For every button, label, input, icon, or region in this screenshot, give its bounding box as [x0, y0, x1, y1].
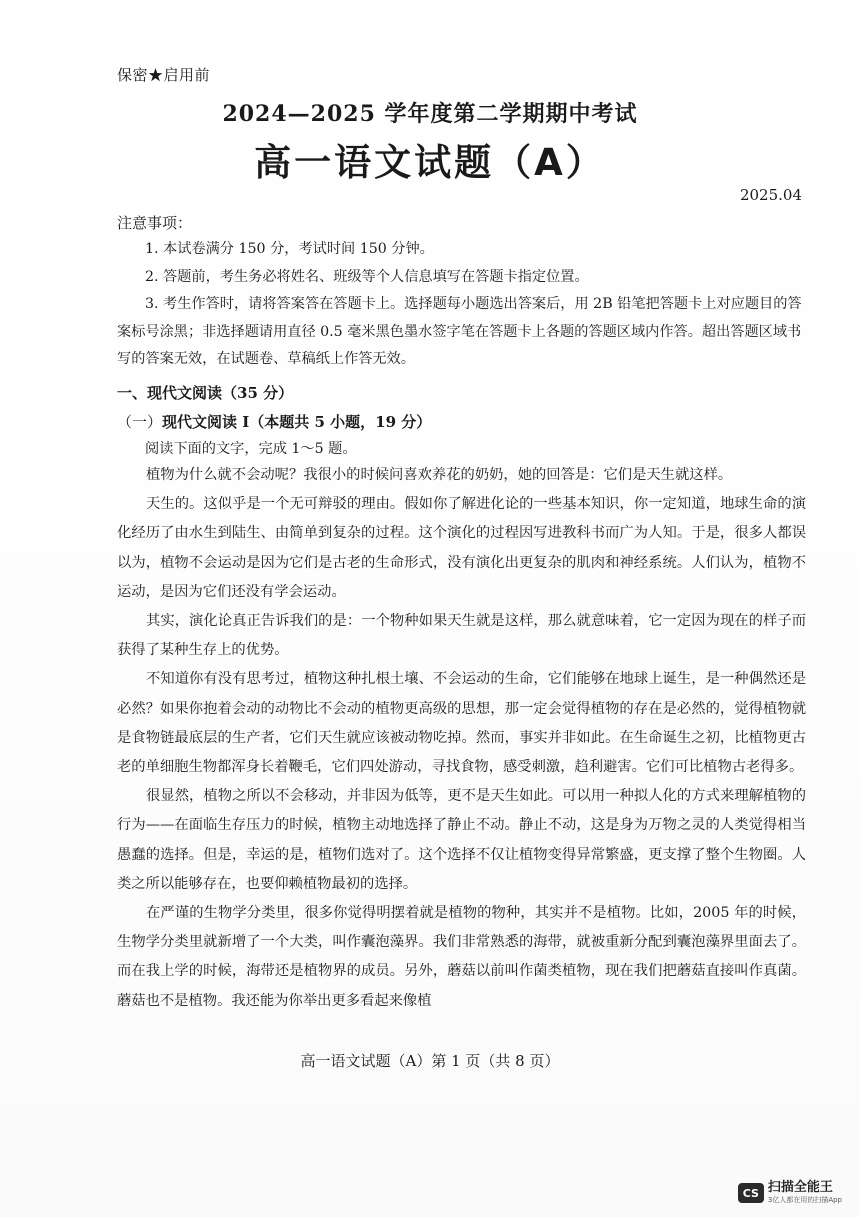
camscanner-logo-icon: CS [738, 1183, 764, 1203]
notice-item: 3. 考生作答时，请将答案答在答题卡上。选择题每小题选出答案后，用 2B 铅笔把答题卡上对应题目的答案标号涂黑；非选择题请用直径 0.5 毫米黑色墨水签字笔在答题卡上各题的答题区域内作答。超出答题区域书写的答案无效，在试题卷、草稿纸上作答无效。 [117, 296, 802, 367]
scanner-app-name: 扫描全能王 [767, 1180, 833, 1196]
reading-instruction: 阅读下面的文字，完成 1～5 题。 [145, 441, 357, 457]
notice-item: 2. 答题前，考生务必将姓名、班级等个人信息填写在答题卡指定位置。 [145, 268, 589, 285]
exam-title: 2024—2025 学年度第二学期期中考试 [222, 101, 638, 127]
section-heading: 一、现代文阅读（35 分） [117, 384, 294, 402]
scanner-tagline: 3亿人都在用的扫描App [767, 1196, 842, 1205]
subsection-title: 现代文阅读 I（本题共 5 小题，19 分） [162, 413, 432, 431]
confidential-label: 保密★启用前 [117, 66, 211, 84]
notice-list [117, 236, 805, 374]
subsection-heading [117, 411, 431, 432]
passage-paragraph: 在严谨的生物学分类里，很多你觉得明摆着就是植物的物种，其实并不是植物。比如，2005 年的时候，生物学分类里就新增了一个大类，叫作囊泡藻界。我们非常熟悉的海带，就被重新分配到囊泡藻界里面去了。而在我上学的时候，海带还是植物界的成员。另外，蘑菇以前叫作菌类植物，现在我们把蘑菇直接叫作真菌。蘑菇也不是植物。我还能为你举出更多看起来像植 [117, 905, 806, 1009]
reading-passage [117, 461, 806, 1016]
notice-heading: 注意事项： [117, 214, 193, 232]
notice-item: 1. 本试卷满分 150 分，考试时间 150 分钟。 [145, 241, 434, 257]
passage-paragraph: 很显然，植物之所以不会移动，并非因为低等，更不是天生如此。可以用一种拟人化的方式来理解植物的行为——在面临生存压力的时候，植物主动地选择了静止不动。静止不动，这是身为万物之灵的人类觉得相当愚蠢的选择。但是，幸运的是，植物们选对了。这个选择不仅让植物变得异常繁盛，更支撑了整个生物圈。人类之所以能够存在，也要仰赖植物最初的选择。 [117, 788, 806, 892]
page-footer: 高一语文试题（A）第 1 页（共 8 页） [300, 1052, 560, 1070]
subsection-prefix: （一） [117, 413, 163, 431]
scanner-watermark [738, 1181, 842, 1205]
paper-title: 高一语文试题（A） [254, 141, 606, 184]
passage-paragraph: 天生的。这似乎是一个无可辩驳的理由。假如你了解进化论的一些基本知识，你一定知道，地球生命的演化经历了由水生到陆生、由简单到复杂的过程。这个演化的过程因写进教科书而广为人知。于是，很多人都误以为，植物不会运动是因为它们是古老的生命形式，没有演化出更复杂的肌肉和神经系统。人们认为，植物不运动，是因为它们还没有学会运动。 [117, 496, 806, 600]
scanner-badge-text [768, 1181, 842, 1205]
passage-paragraph: 其实，演化论真正告诉我们的是：一个物种如果天生就是这样，那么就意味着，它一定因为现在的样子而获得了某种生存上的优势。 [117, 613, 806, 659]
passage-paragraph: 植物为什么就不会动呢？我很小的时候问喜欢养花的奶奶，她的回答是：它们是天生就这样。 [146, 467, 733, 483]
exam-date: 2025.04 [739, 186, 802, 204]
passage-paragraph: 不知道你有没有思考过，植物这种扎根土壤、不会运动的生命，它们能够在地球上诞生，是一种偶然还是必然？如果你抱着会动的动物比不会动的植物更高级的思想，那一定会觉得植物的存在是必然的，觉得植物就是食物链最底层的生产者，它们天生就应该被动物吃掉。然而，事实并非如此。在生命诞生之初，比植物更古老的单细胞生物都浑身长着鞭毛，它们四处游动，寻找食物，感受刺激，趋利避害。它们可比植物古老得多。 [117, 671, 806, 776]
